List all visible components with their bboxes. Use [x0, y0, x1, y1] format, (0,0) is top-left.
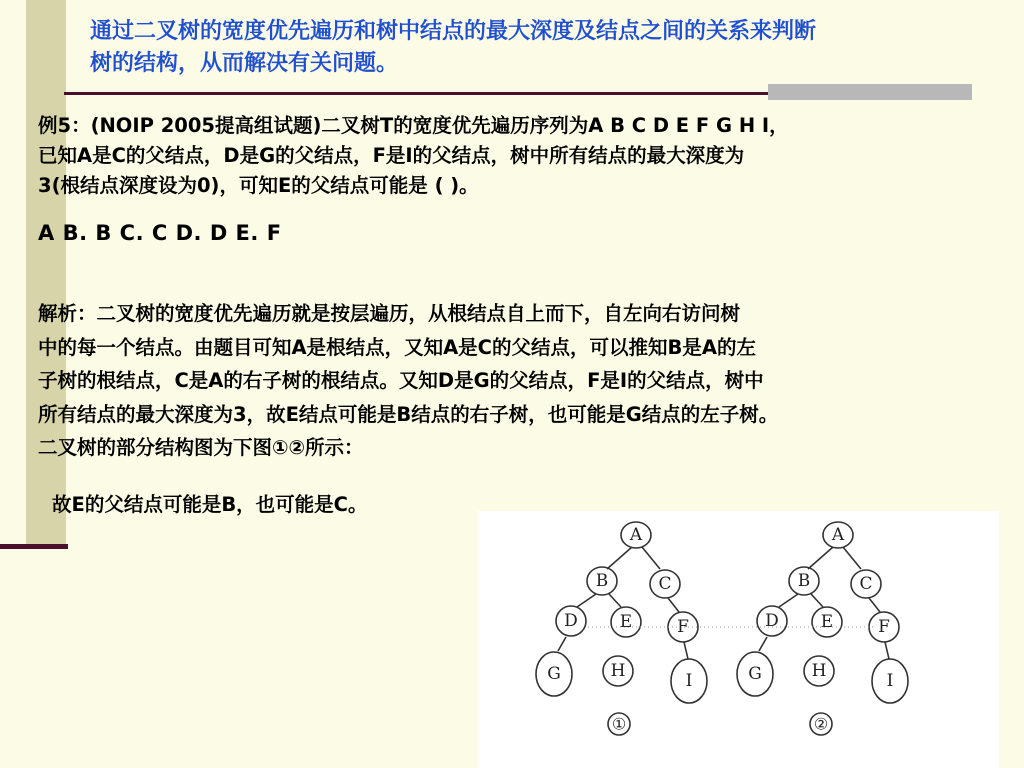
tree1-node-e: E	[619, 612, 633, 632]
tree2-node-i: I	[886, 671, 894, 691]
tree1-node-d: D	[564, 611, 578, 631]
side-decor-line	[0, 544, 68, 549]
tree2-node-a: A	[831, 525, 845, 545]
tree1-node-h: H	[610, 661, 626, 681]
analysis-line-1: 解析：二叉树的宽度优先遍历就是按层遍历，从根结点自上而下，自左向右访问树	[38, 302, 741, 325]
analysis-line-2: 中的每一个结点。由题目可知A是根结点，又知A是C的父结点，可以推知B是A的左	[38, 335, 756, 359]
analysis-line-5: 二叉树的部分结构图为下图①②所示：	[38, 436, 364, 459]
binary-tree-figure	[478, 511, 999, 768]
title-line-2: 树的结构，从而解决有关问题。	[90, 51, 399, 76]
title-line-1: 通过二叉树的宽度优先遍历和树中结点的最大深度及结点之间的关系来判断	[90, 19, 817, 44]
tree2-node-f: F	[878, 617, 890, 637]
analysis-line-3: 子树的根结点，C是A的右子树的根结点。又知D是G的父结点，F是I的父结点，树中	[38, 369, 764, 392]
slide-title	[90, 16, 970, 80]
title-decor-box	[768, 84, 972, 100]
question-text	[38, 111, 978, 201]
tree1-node-i: I	[685, 671, 693, 691]
analysis-text	[38, 297, 1013, 465]
binary-tree-svg	[478, 511, 999, 768]
tree2-node-b: B	[797, 571, 811, 591]
question-line-1: 例5：(NOIP 2005提高组试题)二叉树T的宽度优先遍历序列为A B C D E F G H I，	[38, 114, 789, 137]
tree2-node-d: D	[765, 611, 779, 631]
side-decor-bar	[26, 0, 66, 548]
tree1-node-a: A	[629, 525, 643, 545]
question-line-2: 已知A是C的父结点，D是G的父结点，F是I的父结点，树中所有结点的最大深度为	[38, 144, 745, 167]
tree2-node-e: E	[820, 612, 834, 632]
tree2-node-g: G	[748, 664, 762, 684]
analysis-line-4: 所有结点的最大深度为3，故E结点可能是B结点的右子树，也可能是G结点的左子树。	[38, 402, 779, 426]
tree2-node-h: H	[811, 661, 827, 681]
question-line-3: 3(根结点深度设为0)，可知E的父结点可能是 ( )。	[38, 174, 479, 197]
tree1-node-f: F	[677, 617, 689, 637]
tree1-caption: ①	[611, 714, 627, 734]
tree2-caption: ②	[813, 714, 829, 734]
conclusion-text: 故E的父结点可能是B，也可能是C。	[52, 493, 368, 516]
answer-options: A B. B C. C D. D E. F	[38, 221, 282, 245]
tree1-node-g: G	[547, 664, 561, 684]
tree1-node-c: C	[658, 574, 672, 594]
tree1-node-b: B	[595, 571, 609, 591]
tree2-node-c: C	[859, 574, 873, 594]
